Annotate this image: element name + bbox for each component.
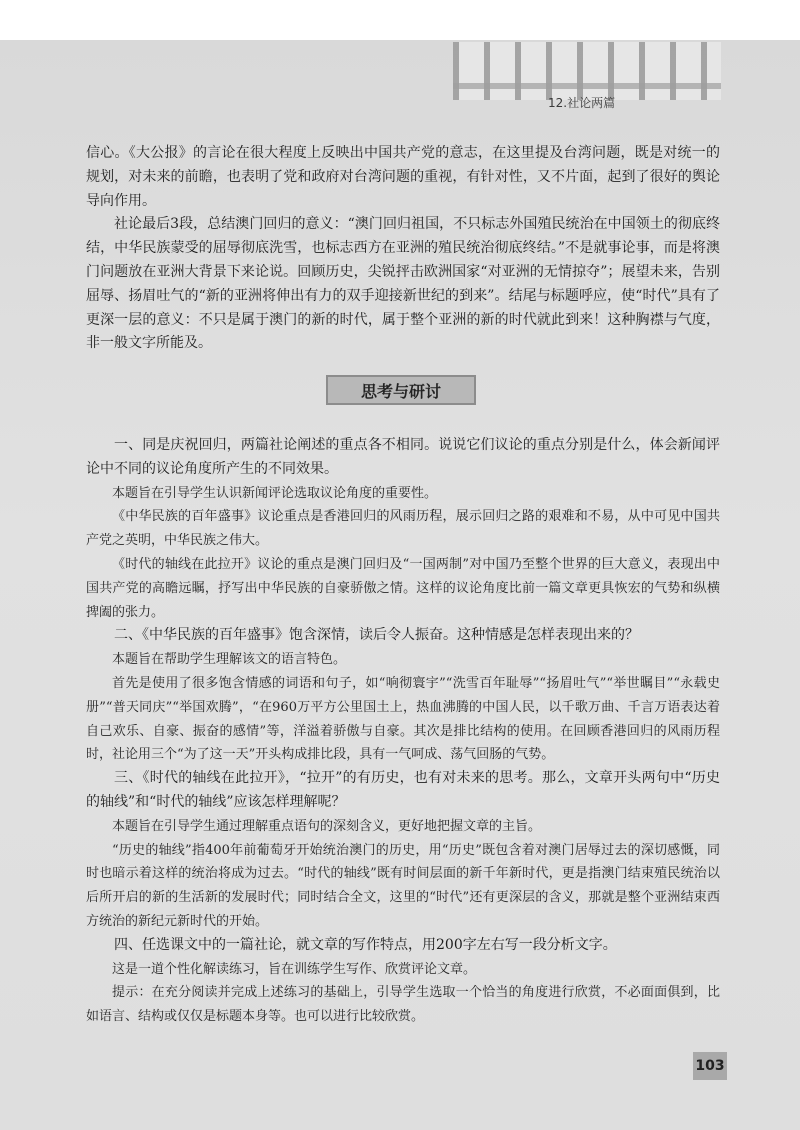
question-2: 二、《中华民族的百年盛事》饱含深情，读后令人振奋。这种情感是怎样表现出来的？ [114, 627, 639, 644]
answer-4-hint: 提示：在充分阅读并完成上述练习的基础上，引导学生选取一个恰当的角度进行欣赏，不必面面俱到，比如语言、结构或仅仅是标题本身等。也可以进行比较欣赏。 [86, 985, 720, 1025]
header-decoration [453, 42, 721, 100]
intro-paragraph-2: 社论最后3段，总结澳门回归的意义：“澳门回归祖国，不只标志外国殖民统治在中国领土的彻底终结，中华民族蒙受的屈辱彻底洗雪，也标志西方在亚洲的殖民统治彻底终结。”不是就事论事，而是将澳门问题放在亚洲大背景下来论说。回顾历史，尖锐抨击欧洲国家“对亚洲的无情掠夺”；展望未来，告别屈辱、扬眉吐气的“新的亚洲将伸出有力的双手迎接新世纪的到来”。结尾与标题呼应，使“时代”具有了更深一层的意义：不只是属于澳门的新的时代，属于整个亚洲的新的时代就此到来！这种胸襟与气度，非一般文字所能及。 [86, 216, 720, 352]
intro-paragraph-1: 信心。《大公报》的言论在很大程度上反映出中国共产党的意志，在这里提及台湾问题，既是对统一的规划，对未来的前瞻，也表明了党和政府对台湾问题的重视，有针对性，又不片面，起到了很好的舆论导向作用。 [86, 145, 720, 209]
answer-2-detail: 首先是使用了很多饱含情感的词语和句子，如“响彻寰宇”“洗雪百年耻辱”“扬眉吐气”“举世瞩目”“永载史册”“普天同庆”“举国欢腾”，“在960万平方公里国土上，热血沸腾的中国人民，以千歌万曲、千言万语表达着自己欢乐、自豪、振奋的感情”等，洋溢着骄傲与自豪。其次是排比结构的使用。在回顾香港回归的风雨历程时，社论用三个“为了这一天”开头构成排比段，具有一气呵成、荡气回肠的气势。 [86, 675, 720, 763]
exercise-list [86, 434, 720, 1029]
chapter-header: 12.社论两篇 [548, 96, 616, 110]
answer-2-aim: 本题旨在帮助学生理解该文的语言特色。 [112, 652, 347, 668]
section-title: 思考与研讨 [360, 381, 441, 401]
section-title-box [326, 375, 476, 405]
page-number: 103 [695, 1058, 725, 1074]
answer-1-part-2: 《时代的轴线在此拉开》议论的重点是澳门回归及“一国两制”对中国乃至整个世界的巨大意义，表现出中国共产党的高瞻远瞩，抒写出中华民族的自豪骄傲之情。这样的议论角度比前一篇文章更具恢宏的气势和纵横捭阖的张力。 [86, 556, 720, 620]
page-number-box [693, 1052, 727, 1080]
header-decoration-bar [453, 83, 721, 89]
answer-3-aim: 本题旨在引导学生通过理解重点语句的深刻含义，更好地把握文章的主旨。 [112, 818, 542, 834]
answer-3-detail: “历史的轴线”指400年前葡萄牙开始统治澳门的历史，用“历史”既包含着对澳门居辱过去的深切感慨，同时也暗示着这样的统治将成为过去。“时代的轴线”既有时间层面的新千年新时代，更是指澳门结束殖民统治以后所开启的新的生活新的发展时代；同时结合全文，这里的“时代”还有更深层的含义，那就是整个亚洲结束西方统治的新纪元新时代的开始。 [86, 842, 720, 929]
answer-4-aim: 这是一道个性化解读练习，旨在训练学生写作、欣赏评论文章。 [112, 961, 477, 977]
answer-1-aim: 本题旨在引导学生认识新闻评论选取议论角度的重要性。 [112, 485, 438, 501]
answer-1-part-1: 《中华民族的百年盛事》议论重点是香港回归的风雨历程，展示回归之路的艰难和不易，从中可见中国共产党之英明，中华民族之伟大。 [86, 509, 720, 549]
intro-text [86, 142, 720, 356]
question-1: 一、同是庆祝回归，两篇社论阐述的重点各不相同。说说它们议论的重点分别是什么，体会新闻评论中不同的议论角度所产生的不同效果。 [86, 437, 720, 477]
question-3: 三、《时代的轴线在此拉开》，“拉开”的有历史，也有对未来的思考。那么，文章开头两句中“历史的轴线”和“时代的轴线”应该怎样理解呢？ [86, 770, 720, 810]
question-4: 四、任选课文中的一篇社论，就文章的写作特点，用200字左右写一段分析文字。 [114, 936, 617, 953]
